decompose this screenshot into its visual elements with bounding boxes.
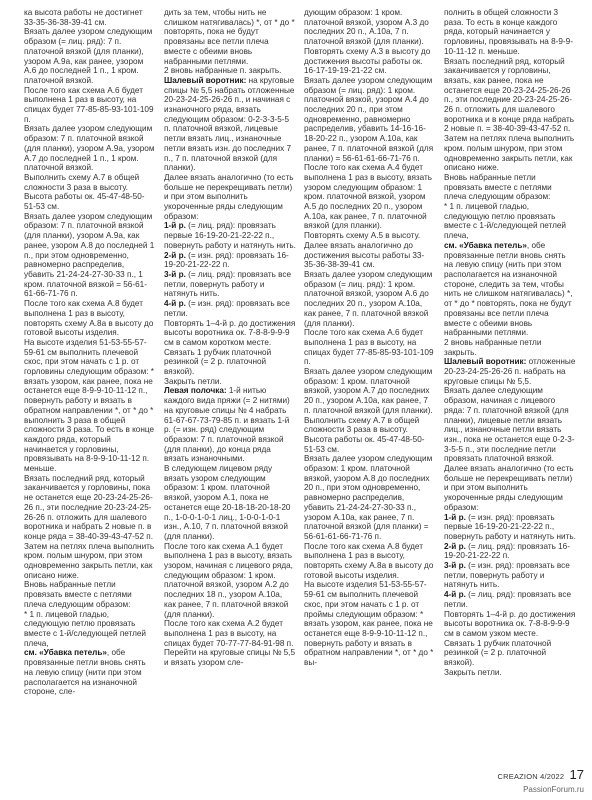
paragraph xyxy=(164,299,296,318)
paragraph-text: После того как схема А.1 будет выполнена 1 раз в высоту, вязать узором, начиная с лицевого ряда, следующим образом: 1 кром. платочной вязкой, узором А.2 до последних 18 п., узором А.10а, как ранее, 7 п. платочной вязкой (для планки). xyxy=(164,541,293,619)
paragraph xyxy=(164,619,296,648)
paragraph-text: Связать 1 рубчик платочной резинкой (= 2 р. платочной вязкой). xyxy=(164,347,272,377)
paragraph xyxy=(304,47,436,76)
paragraph xyxy=(24,173,156,212)
paragraph-text: Вновь набранные петли провязать вместе с петлями плеча следующим образом: xyxy=(24,580,132,609)
bold-lead: Левая полочка: xyxy=(164,386,227,396)
text-column-3 xyxy=(304,8,436,776)
paragraph-text: (= лиц. ряд): провязать первые 16-19-20-21-22-22 п., повернуть работу и натянуть нить. xyxy=(164,221,296,250)
paragraph xyxy=(24,299,156,338)
paragraph xyxy=(164,464,296,542)
paragraph-text: Повторять схему А.5 в высоту. Далее вязать аналогично до достижения высоты работы 33-35-36-38-39-41 см. xyxy=(304,231,425,270)
paragraph xyxy=(24,86,156,125)
paragraph xyxy=(164,386,296,464)
paragraph xyxy=(444,513,576,542)
paragraph-text: (= лиц. ряд): провязать все петли, повернуть работу и натянуть нить. xyxy=(164,269,292,299)
paragraph xyxy=(164,270,296,299)
paragraph-text: (= изн. ряд): провязать 16-19-20-21-22-22 п. xyxy=(164,250,289,270)
paragraph xyxy=(304,542,436,581)
paragraph-text: на круговые спицы № 5,5 набрать отложенные 20-23-24-25-26-26 п., и начиная с изнаночного ряда, вязать следующим образом: 0-2-3-3-5-5 п. платочной вязкой, лицевые петли вязать лиц., изнаночные петли вязать изн. до последних 7 п., 7 п. платочной вязкой (для планки). xyxy=(164,75,295,173)
paragraph xyxy=(24,8,156,27)
paragraph-text: После того как схема А.4 будет выполнена 1 раз в высоту, вязать узором следующим образом: 1 кром. платочной вязкой, узором А.5 до последних 20 п., узором А.10а, как ранее, 7 п. платочной вязкой (для планки). xyxy=(304,163,433,231)
bold-lead: 4-й р. xyxy=(164,299,186,309)
article-body xyxy=(24,8,584,776)
paragraph xyxy=(444,464,576,513)
bold-lead: Шалевый воротник: xyxy=(164,75,247,85)
paragraph xyxy=(164,66,296,76)
paragraph xyxy=(444,134,576,173)
paragraph-text: (= изн. ряд): провязать все петли, повернуть работу и натянуть нить. xyxy=(444,561,570,590)
bold-lead: 1-й р. xyxy=(444,512,466,522)
paragraph-text: (= изн. ряд): провязать все петли. xyxy=(164,299,290,318)
paragraph xyxy=(444,338,576,357)
paragraph-text: Повторять 1–4-й р. до достижения высоты воротника ок. 7-8-8-9-9-9 см в самом коротком месте. xyxy=(164,318,296,347)
paragraph-text: После того как схема А.6 будет выполнена 1 раз в высоту, на спицах будет 77-85-85-93-101-109 п. xyxy=(24,85,154,124)
paragraph-text: * 1 п. лицевой гладью, следующую петлю провязать вместе с 1-й/следующей петлей плеча, xyxy=(24,609,147,648)
paragraph-text: Выполнить схему А.7 в общей сложности 3 раза в высоту. Высота работы ок. 45-47-48-50-51-53 см. xyxy=(24,172,145,212)
paragraph xyxy=(24,610,156,649)
paragraph-text: 2 вновь набранные петли закрыть. xyxy=(444,337,542,357)
paragraph-text: Далее вязать аналогично (то есть больше не перекрещивать петли) и при этом выполнить укороченные ряды следующим образом: xyxy=(444,464,574,512)
paragraph-text: , обе провязанные петли вновь снять на левую спицу (нити при этом располагается на изнаночной стороне, сле- xyxy=(24,648,146,697)
paragraph xyxy=(304,270,436,328)
paragraph xyxy=(24,124,156,173)
paragraph xyxy=(24,542,156,581)
paragraph xyxy=(164,173,296,222)
paragraph xyxy=(444,590,576,609)
paragraph xyxy=(164,76,296,173)
paragraph-text: После того как схема А.8 будет выполнена 1 раз в высоту, повторять схему А.8а в высоту до готовой высоты изделия. xyxy=(304,541,434,580)
paragraph xyxy=(164,8,296,66)
paragraph-text: , обе провязанные петли вновь снять на левую спицу (нить при этом располагается на изнаночной стороне, следить за тем, чтобы нить не слишком натягивалась) *, от * до * повторять, пока не будут провязаны все петли плеча вместе с обеими вновь набранными петлями. xyxy=(444,240,573,338)
bold-lead: 3-й р. xyxy=(164,269,186,279)
paragraph xyxy=(444,610,576,639)
paragraph-text: В следующем лицевом ряду вязать узором следующим образом: 1 кром. платочной вязкой, узором А.1, пока не останется еще 20-18-18-20-18-20 п., 1-0-0-1-0-1 лиц., 1-0-0-1-0-1 изн., А.10, 7 п. платочной вязкой (для планки). xyxy=(164,464,291,541)
paragraph xyxy=(24,338,156,474)
paragraph xyxy=(24,212,156,299)
text-column-4 xyxy=(444,8,576,776)
paragraph-text: На высоте изделия 51-53-55-57-59-61 см выполнить плечевой скос, при этом начать с 1 р. от проймы следующим образом: * вязать узором, как ранее, пока не останется еще 8-9-9-10-11-12 п., повернуть работу и вязать в обратном направлении *, от * до * вы- xyxy=(304,580,434,668)
paragraph-text: Вязать далее узором следующим образом: 7 п. платочной вязкой (для планки), узором А.9а, узором А.7 до последней 1 п., 1 кром. платочной вязкой. xyxy=(24,124,155,173)
paragraph xyxy=(164,251,296,270)
paragraph xyxy=(164,319,296,348)
paragraph xyxy=(444,57,576,135)
paragraph-text: Вязать последний ряд, который заканчивается у горловины, пока не останется еще 20-23-24-25-26-26 п., эти последние 20-23-24-25-26-26 п. отложить для шалевого воротника и набрать 2 новые п. в конце ряда = 38-40-39-43-47-52 п. xyxy=(24,473,153,541)
paragraph xyxy=(24,27,156,85)
paragraph-text: 2 вновь набранные п. закрыть. xyxy=(164,66,282,76)
paragraph-text: * 1 п. лицевой гладью, следующую петлю провязать вместе с 1-й/следующей петлей плеча, xyxy=(444,202,567,241)
paragraph xyxy=(304,367,436,416)
paragraph-text: После того как схема А.8 будет выполнена 1 раз в высоту, повторять схему А.8а в высоту до готовой высоты изделия. xyxy=(24,299,154,338)
paragraph-text: После того как схема А.6 будет выполнена 1 раз в высоту, на спицах будет 77-85-85-93-101-109 п. xyxy=(304,328,434,367)
paragraph-text: На высоте изделия 51-53-55-57-59-61 см выполнить плечевой скос, при этом начать с 1 р. от горловины следующим образом: * вязать узором, как ранее, пока не останется еще 8-9-9-10-11-12 п., повернуть работу и вязать в обратном направлении *, от * до * выполнить 3 раза в общей сложности 3 раза. То есть в конце каждого ряда, который начинается у горловины, провязывать на 8-9-9-10-11-12 п. меньше. xyxy=(24,337,155,474)
paragraph-text: (= лиц. ряд): провязать все петли. xyxy=(444,590,572,609)
paragraph xyxy=(444,357,576,386)
paragraph xyxy=(164,648,296,667)
paragraph-text: Повторять схему А.3 в высоту до достижения высоты работы ок. 16-17-19-19-21-22 см. xyxy=(304,46,431,76)
paragraph xyxy=(444,386,576,464)
watermark-site: PassionForum.ru xyxy=(523,785,584,794)
paragraph-text: Затем на петлях плеча выполнить кром. полым шнуром, при этом одновременно закрыть петли, как описано ниже. xyxy=(24,541,155,580)
text-column-1 xyxy=(24,8,156,776)
paragraph-text: Вновь набранные петли провязать вместе с петлями плеча следующим образом: xyxy=(444,172,552,202)
paragraph-text: Закрыть петли. xyxy=(444,667,502,677)
paragraph xyxy=(304,76,436,163)
paragraph xyxy=(444,202,576,241)
paragraph xyxy=(304,454,436,541)
paragraph-text: Повторять 1–4-й р. до достижения высоты воротника ок. 7-8-8-9-9-9 см в самом узком месте. xyxy=(444,609,576,638)
paragraph-text: Вязать далее узором следующим образом: 1 кром. платочной вязкой, узором А.8 до последних 20 п., при этом одновременно, равномерно распределив, убавить 21-24-24-27-30-33 п., узором А.10а, как ранее, 7 п. платочной вязкой (для планки) = 56-61-61-66-71-76 п. xyxy=(304,454,433,541)
paragraph-text: полнить в общей сложности 3 раза. То есть в конце каждого ряда, который начинается у горловины, провязывать на 8-9-9-10-11-12 п. меньше. xyxy=(444,8,573,56)
paragraph-text: Связать 1 рубчик платочной резинкой (= 2 р. платочной вязкой). xyxy=(444,638,552,668)
paragraph xyxy=(444,639,576,668)
paragraph-text: (= лиц. ряд): провязать 16-19-20-21-22-22 п. xyxy=(444,541,570,561)
paragraph-text: Далее вязать аналогично (то есть больше не перекрещивать петли) и при этом выполнить укороченные ряды следующим образом: xyxy=(164,172,294,221)
paragraph-text: дить за тем, чтобы нить не слишком натягивалась) *, от * до * повторять, пока не будут провязаны все петли плеча вместе с обеими вновь набранными петлями. xyxy=(164,8,295,66)
paragraph xyxy=(304,231,436,270)
bold-lead: 2-й р. xyxy=(164,250,186,260)
bold-lead: 1-й р. xyxy=(164,221,186,231)
paragraph-text: ка высота работы не достигнет 33-35-36-38-39-41 см. xyxy=(24,8,143,27)
paragraph-text: Выполнить схему А.7 в общей сложности 3 раза в высоту. Высота работы ок. 45-47-48-50-51-53 см. xyxy=(304,415,425,454)
paragraph xyxy=(444,173,576,202)
bold-lead: 4-й р. xyxy=(444,590,466,600)
page-number: 17 xyxy=(569,767,584,782)
paragraph xyxy=(444,241,576,338)
paragraph-text: Закрыть петли. xyxy=(164,376,222,386)
bold-lead: см. «Убавка петель» xyxy=(444,240,527,250)
paragraph-text: отложенные 20-23-24-25-26-26 п. набрать на круговые спицы № 5,5. xyxy=(444,357,576,386)
paragraph xyxy=(444,668,576,678)
bold-lead: см. «Убавка петель» xyxy=(24,648,107,658)
paragraph-text: Вязать далее узором следующим образом: 1 кром. платочной вязкой, узором А.7 до последних 20 п., узором А.10а, как ранее, 7 п. платочной вязкой (для планки). xyxy=(304,367,433,415)
magazine-issue: CREAZION 4/2022 xyxy=(497,772,565,781)
paragraph-text: Вязать далее узором следующим образом (= лиц. ряд): 7 п. платочной вязкой (для планки), узором А.9а, как ранее, узором А.6 до последней 1 п., 1 кром. платочной вязкой. xyxy=(24,27,153,85)
paragraph xyxy=(24,474,156,542)
paragraph xyxy=(304,8,436,47)
paragraph xyxy=(304,580,436,667)
page-footer xyxy=(498,767,584,794)
paragraph-text: дующим образом: 1 кром. платочной вязкой, узором А.3 до последних 20 п., А.10а, 7 п. платочной вязкой (для планки). xyxy=(304,8,429,47)
paragraph xyxy=(164,542,296,620)
paragraph-text: Вязать далее узором следующим образом: 7 п. платочной вязкой (для планки), узором А.9а, как ранее, узором А.8 до последней 1 п., при этом одновременно, равномерно распределив, убавить 21-24-24-27-30-33 п., 1 кром. платочной вязкой = 56-61-61-66-71-76 п. xyxy=(24,211,155,299)
text-column-2 xyxy=(164,8,296,776)
paragraph xyxy=(164,221,296,250)
paragraph-text: Вязать последний ряд, который заканчивается у горловины, вязать, как ранее, пока не останется еще 20-23-24-25-26-26 п., эти последние 20-23-24-25-26-26 п. отложить для шалевого воротника и в конце ряда набрать 2 новые п. = 38-40-39-43-47-52 п. xyxy=(444,56,575,134)
paragraph xyxy=(444,542,576,561)
paragraph xyxy=(304,416,436,455)
paragraph-text: Вязать далее узором следующим образом (= лиц. ряд): 1 кром. платочной вязкой, узором А.4 до последних 20 п., при этом одновременно, равномерно распределив, убавить 14-16-16-18-20-22 п., узором А.10а, как ранее, 7 п. платочной вязкой (для планки) = 56-61-61-66-71-76 п. xyxy=(304,75,434,163)
paragraph xyxy=(24,648,156,697)
paragraph-text: Затем на петлях плеча выполнить кром. полым шнуром, при этом одновременно закрыть петли, как описано ниже. xyxy=(444,134,575,173)
paragraph xyxy=(164,377,296,387)
paragraph-text: Перейти на круговые спицы № 5,5 и вязать узором сле- xyxy=(164,648,296,668)
paragraph xyxy=(444,561,576,590)
bold-lead: 2-й р. xyxy=(444,541,466,551)
paragraph-text: 1-й нитью каждого вида пряжи (= 2 нитями) на круговые спицы № 4 набрать 61-67-67-73-79-85 п. и вязать 1-й р. (= изн. ряд) следующим образом: 7 п. платочной вязкой (для планки), до конца ряда вязать изнаночными. xyxy=(164,386,290,464)
paragraph xyxy=(164,348,296,377)
paragraph xyxy=(304,163,436,231)
bold-lead: Шалевый воротник: xyxy=(444,357,527,367)
paragraph xyxy=(24,580,156,609)
paragraph-text: (= изн. ряд): провязать первые 16-19-20-21-22-22 п., повернуть работу и натянуть нить. xyxy=(444,512,576,541)
paragraph xyxy=(304,328,436,367)
paragraph-text: Вязать далее узором следующим образом (= лиц. ряд): 1 кром. платочной вязкой, узором А.6 до последних 20 п., узором А.10а, как ранее, 7 п. платочной вязкой (для планки). xyxy=(304,269,433,328)
paragraph-text: После того как схема А.2 будет выполнена 1 раз в высоту, на спицах будет 70-77-77-84-91-98 п. xyxy=(164,619,294,648)
bold-lead: 3-й р. xyxy=(444,561,466,571)
paragraph-text: Вязать далее следующим образом, начиная с лицевого ряда: 7 п. платочной вязкой (для планки), лицевые петли вязать лиц., изнаночные петли вязать изн., пока не останется еще 0-2-3-3-5-5 п., эти последние петли провязать платочной вязкой. xyxy=(444,386,575,464)
paragraph xyxy=(444,8,576,57)
